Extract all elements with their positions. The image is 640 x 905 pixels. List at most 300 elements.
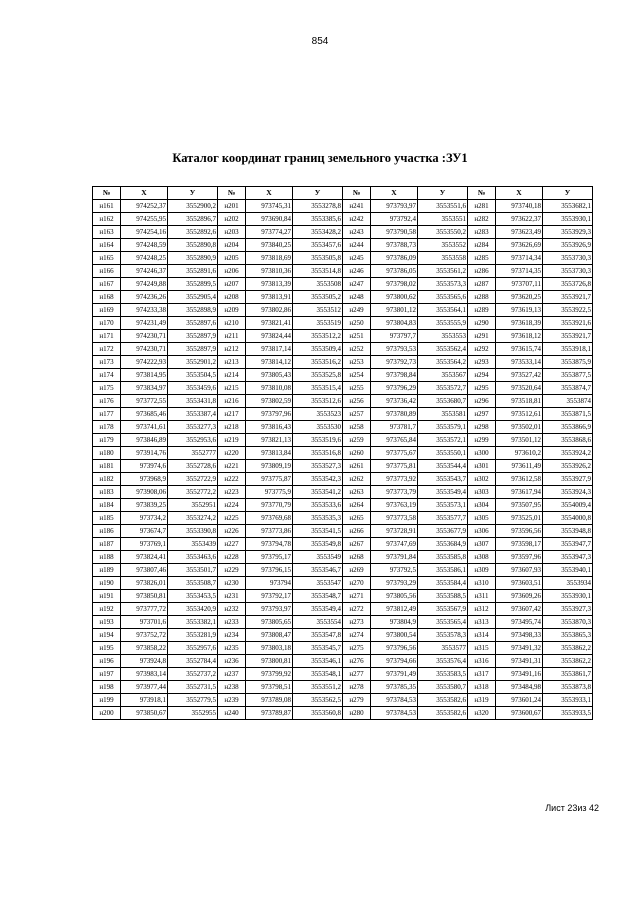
point-number-cell: н302 — [468, 473, 496, 486]
point-number-cell: н227 — [218, 538, 246, 551]
point-number-cell: н179 — [93, 434, 121, 447]
y-coordinate-cell: 3553463,6 — [168, 551, 218, 564]
y-coordinate-cell: 3553551 — [418, 213, 468, 226]
point-number-cell: н225 — [218, 512, 246, 525]
table-row — [93, 642, 593, 655]
x-coordinate-cell: 973795,17 — [246, 551, 293, 564]
point-number-cell: н229 — [218, 564, 246, 577]
y-coordinate-cell: 3553525,8 — [293, 369, 343, 382]
point-number-cell: н235 — [218, 642, 246, 655]
x-coordinate-cell: 973674,7 — [121, 525, 168, 538]
x-coordinate-cell: 973775,9 — [246, 486, 293, 499]
point-number-cell: н279 — [343, 694, 371, 707]
y-coordinate-cell: 3553868,6 — [543, 434, 593, 447]
y-coordinate-cell: 3553504,5 — [168, 369, 218, 382]
point-number-cell: н168 — [93, 291, 121, 304]
y-coordinate-cell: 3553586,1 — [418, 564, 468, 577]
x-coordinate-cell: 973507,95 — [496, 499, 543, 512]
y-coordinate-cell: 3552900,2 — [168, 200, 218, 213]
point-number-cell: н283 — [468, 226, 496, 239]
y-coordinate-cell: 3553547 — [293, 577, 343, 590]
y-coordinate-cell: 3553567,9 — [418, 603, 468, 616]
point-number-cell: н293 — [468, 356, 496, 369]
x-coordinate-cell: 973491,31 — [496, 655, 543, 668]
y-coordinate-cell: 3552728,6 — [168, 460, 218, 473]
point-number-cell: н269 — [343, 564, 371, 577]
y-coordinate-cell: 3553580,7 — [418, 681, 468, 694]
column-header: № — [218, 187, 246, 200]
table-row — [93, 213, 593, 226]
x-coordinate-cell: 973821,13 — [246, 434, 293, 447]
y-coordinate-cell: 3553562,4 — [418, 343, 468, 356]
x-coordinate-cell: 973840,25 — [246, 239, 293, 252]
y-coordinate-cell: 3553387,4 — [168, 408, 218, 421]
point-number-cell: н312 — [468, 603, 496, 616]
y-coordinate-cell: 3553533,6 — [293, 499, 343, 512]
table-row — [93, 317, 593, 330]
y-coordinate-cell: 3553459,6 — [168, 382, 218, 395]
y-coordinate-cell: 3552890,8 — [168, 239, 218, 252]
point-number-cell: н192 — [93, 603, 121, 616]
point-number-cell: н206 — [218, 265, 246, 278]
y-coordinate-cell: 3553274,2 — [168, 512, 218, 525]
x-coordinate-cell: 973781,7 — [371, 421, 418, 434]
point-number-cell: н259 — [343, 434, 371, 447]
x-coordinate-cell: 973814,12 — [246, 356, 293, 369]
point-number-cell: н233 — [218, 616, 246, 629]
x-coordinate-cell: 973801,12 — [371, 304, 418, 317]
x-coordinate-cell: 973728,91 — [371, 525, 418, 538]
point-number-cell: н174 — [93, 369, 121, 382]
column-header: У — [168, 187, 218, 200]
y-coordinate-cell: 3553866,9 — [543, 421, 593, 434]
point-number-cell: н251 — [343, 330, 371, 343]
x-coordinate-cell: 973839,25 — [121, 499, 168, 512]
point-number-cell: н223 — [218, 486, 246, 499]
x-coordinate-cell: 973798,84 — [371, 369, 418, 382]
point-number-cell: н221 — [218, 460, 246, 473]
y-coordinate-cell: 3553874 — [543, 395, 593, 408]
table-header-row — [93, 187, 593, 200]
y-coordinate-cell: 3553871,5 — [543, 408, 593, 421]
y-coordinate-cell: 3553428,2 — [293, 226, 343, 239]
point-number-cell: н284 — [468, 239, 496, 252]
coordinates-table — [92, 186, 593, 720]
x-coordinate-cell: 974252,37 — [121, 200, 168, 213]
x-coordinate-cell: 973774,27 — [246, 226, 293, 239]
point-number-cell: н288 — [468, 291, 496, 304]
x-coordinate-cell: 973816,43 — [246, 421, 293, 434]
point-number-cell: н194 — [93, 629, 121, 642]
point-number-cell: н212 — [218, 343, 246, 356]
x-coordinate-cell: 973802,86 — [246, 304, 293, 317]
x-coordinate-cell: 973796,56 — [371, 642, 418, 655]
y-coordinate-cell: 3553948,8 — [543, 525, 593, 538]
x-coordinate-cell: 973826,01 — [121, 577, 168, 590]
x-coordinate-cell: 973813,91 — [246, 291, 293, 304]
x-coordinate-cell: 973792,17 — [246, 590, 293, 603]
y-coordinate-cell: 3553550,1 — [418, 447, 468, 460]
point-number-cell: н320 — [468, 707, 496, 720]
x-coordinate-cell: 973805,56 — [371, 590, 418, 603]
x-coordinate-cell: 974230,71 — [121, 330, 168, 343]
point-number-cell: н187 — [93, 538, 121, 551]
y-coordinate-cell: 3552897,9 — [168, 330, 218, 343]
document-title: Каталог координат границ земельного участка :ЗУ1 — [172, 151, 468, 165]
x-coordinate-cell: 974249,88 — [121, 278, 168, 291]
x-coordinate-cell: 973734,2 — [121, 512, 168, 525]
x-coordinate-cell: 973502,01 — [496, 421, 543, 434]
x-coordinate-cell: 973824,41 — [121, 551, 168, 564]
y-coordinate-cell: 3553933,1 — [543, 694, 593, 707]
x-coordinate-cell: 973740,18 — [496, 200, 543, 213]
x-coordinate-cell: 973619,13 — [496, 304, 543, 317]
point-number-cell: н193 — [93, 616, 121, 629]
point-number-cell: н295 — [468, 382, 496, 395]
x-coordinate-cell: 973850,81 — [121, 590, 168, 603]
point-number-cell: н189 — [93, 564, 121, 577]
point-number-cell: н209 — [218, 304, 246, 317]
x-coordinate-cell: 973622,37 — [496, 213, 543, 226]
table-row — [93, 525, 593, 538]
y-coordinate-cell: 3553382,1 — [168, 616, 218, 629]
x-coordinate-cell: 973615,74 — [496, 343, 543, 356]
y-coordinate-cell: 3553562,5 — [293, 694, 343, 707]
x-coordinate-cell: 973763,19 — [371, 499, 418, 512]
y-coordinate-cell: 3553420,9 — [168, 603, 218, 616]
column-header: X — [496, 187, 543, 200]
y-coordinate-cell: 3553577 — [418, 642, 468, 655]
y-coordinate-cell: 3553584,4 — [418, 577, 468, 590]
point-number-cell: н239 — [218, 694, 246, 707]
y-coordinate-cell: 3553549,4 — [293, 603, 343, 616]
y-coordinate-cell: 3553677,9 — [418, 525, 468, 538]
x-coordinate-cell: 973803,18 — [246, 642, 293, 655]
y-coordinate-cell: 3553567 — [418, 369, 468, 382]
point-number-cell: н258 — [343, 421, 371, 434]
y-coordinate-cell: 3552957,6 — [168, 642, 218, 655]
x-coordinate-cell: 973525,01 — [496, 512, 543, 525]
y-coordinate-cell: 3553934 — [543, 577, 593, 590]
y-coordinate-cell: 3553930,1 — [543, 213, 593, 226]
y-coordinate-cell: 3553680,7 — [418, 395, 468, 408]
point-number-cell: н207 — [218, 278, 246, 291]
x-coordinate-cell: 973809,19 — [246, 460, 293, 473]
page-number: 854 — [311, 36, 329, 47]
point-number-cell: н186 — [93, 525, 121, 538]
x-coordinate-cell: 973707,11 — [496, 278, 543, 291]
x-coordinate-cell: 973690,84 — [246, 213, 293, 226]
point-number-cell: н241 — [343, 200, 371, 213]
point-number-cell: н292 — [468, 343, 496, 356]
y-coordinate-cell: 3553572,7 — [418, 382, 468, 395]
y-coordinate-cell: 3552891,6 — [168, 265, 218, 278]
y-coordinate-cell: 3553549,8 — [293, 538, 343, 551]
point-number-cell: н205 — [218, 252, 246, 265]
x-coordinate-cell: 973814,95 — [121, 369, 168, 382]
point-number-cell: н180 — [93, 447, 121, 460]
point-number-cell: н226 — [218, 525, 246, 538]
y-coordinate-cell: 3553544,4 — [418, 460, 468, 473]
x-coordinate-cell: 973620,25 — [496, 291, 543, 304]
x-coordinate-cell: 973512,61 — [496, 408, 543, 421]
point-number-cell: н316 — [468, 655, 496, 668]
point-number-cell: н237 — [218, 668, 246, 681]
point-number-cell: н198 — [93, 681, 121, 694]
column-header: У — [543, 187, 593, 200]
x-coordinate-cell: 973596,56 — [496, 525, 543, 538]
table-row — [93, 252, 593, 265]
table-row — [93, 486, 593, 499]
x-coordinate-cell: 973495,74 — [496, 616, 543, 629]
x-coordinate-cell: 973775,67 — [371, 447, 418, 460]
x-coordinate-cell: 973793,97 — [371, 200, 418, 213]
y-coordinate-cell: 3553924,3 — [543, 486, 593, 499]
x-coordinate-cell: 973518,81 — [496, 395, 543, 408]
x-coordinate-cell: 973752,72 — [121, 629, 168, 642]
table-row — [93, 668, 593, 681]
y-coordinate-cell: 3552896,7 — [168, 213, 218, 226]
y-coordinate-cell: 3553555,9 — [418, 317, 468, 330]
x-coordinate-cell: 973747,69 — [371, 538, 418, 551]
point-number-cell: н304 — [468, 499, 496, 512]
point-number-cell: н190 — [93, 577, 121, 590]
table-row — [93, 382, 593, 395]
point-number-cell: н176 — [93, 395, 121, 408]
point-number-cell: н161 — [93, 200, 121, 213]
x-coordinate-cell: 974254,16 — [121, 226, 168, 239]
point-number-cell: н231 — [218, 590, 246, 603]
point-number-cell: н287 — [468, 278, 496, 291]
x-coordinate-cell: 973807,46 — [121, 564, 168, 577]
x-coordinate-cell: 973775,87 — [246, 473, 293, 486]
point-number-cell: н313 — [468, 616, 496, 629]
point-number-cell: н275 — [343, 642, 371, 655]
point-number-cell: н286 — [468, 265, 496, 278]
x-coordinate-cell: 973968,9 — [121, 473, 168, 486]
x-coordinate-cell: 973769,68 — [246, 512, 293, 525]
point-number-cell: н265 — [343, 512, 371, 525]
x-coordinate-cell: 973813,84 — [246, 447, 293, 460]
point-number-cell: н307 — [468, 538, 496, 551]
table-body — [93, 200, 593, 720]
point-number-cell: н166 — [93, 265, 121, 278]
point-number-cell: н236 — [218, 655, 246, 668]
x-coordinate-cell: 973812,49 — [371, 603, 418, 616]
x-coordinate-cell: 973789,87 — [246, 707, 293, 720]
point-number-cell: н289 — [468, 304, 496, 317]
y-coordinate-cell: 3553862,2 — [543, 642, 593, 655]
y-coordinate-cell: 3553565,6 — [418, 291, 468, 304]
y-coordinate-cell: 3553516,2 — [293, 356, 343, 369]
point-number-cell: н245 — [343, 252, 371, 265]
column-header: X — [371, 187, 418, 200]
x-coordinate-cell: 973618,12 — [496, 330, 543, 343]
y-coordinate-cell: 3553924,2 — [543, 447, 593, 460]
x-coordinate-cell: 973736,42 — [371, 395, 418, 408]
table-row — [93, 538, 593, 551]
y-coordinate-cell: 3553875,9 — [543, 356, 593, 369]
x-coordinate-cell: 973765,84 — [371, 434, 418, 447]
x-coordinate-cell: 974222,93 — [121, 356, 168, 369]
y-coordinate-cell: 3553551,6 — [418, 200, 468, 213]
point-number-cell: н185 — [93, 512, 121, 525]
point-number-cell: н301 — [468, 460, 496, 473]
point-number-cell: н314 — [468, 629, 496, 642]
y-coordinate-cell: 3553551,2 — [293, 681, 343, 694]
point-number-cell: н240 — [218, 707, 246, 720]
y-coordinate-cell: 3553385,6 — [293, 213, 343, 226]
x-coordinate-cell: 973817,14 — [246, 343, 293, 356]
point-number-cell: н260 — [343, 447, 371, 460]
x-coordinate-cell: 973612,58 — [496, 473, 543, 486]
table-row — [93, 447, 593, 460]
y-coordinate-cell: 3553873,8 — [543, 681, 593, 694]
y-coordinate-cell: 3552890,9 — [168, 252, 218, 265]
y-coordinate-cell: 3553501,7 — [168, 564, 218, 577]
point-number-cell: н294 — [468, 369, 496, 382]
x-coordinate-cell: 973794,66 — [371, 655, 418, 668]
x-coordinate-cell: 973501,12 — [496, 434, 543, 447]
x-coordinate-cell: 973983,14 — [121, 668, 168, 681]
point-number-cell: н267 — [343, 538, 371, 551]
y-coordinate-cell: 3552722,9 — [168, 473, 218, 486]
x-coordinate-cell: 973834,97 — [121, 382, 168, 395]
point-number-cell: н169 — [93, 304, 121, 317]
x-coordinate-cell: 973800,81 — [246, 655, 293, 668]
point-number-cell: н290 — [468, 317, 496, 330]
x-coordinate-cell: 973607,93 — [496, 564, 543, 577]
point-number-cell: н255 — [343, 382, 371, 395]
x-coordinate-cell: 973769,1 — [121, 538, 168, 551]
point-number-cell: н268 — [343, 551, 371, 564]
x-coordinate-cell: 973790,58 — [371, 226, 418, 239]
x-coordinate-cell: 974231,49 — [121, 317, 168, 330]
x-coordinate-cell: 973800,62 — [371, 291, 418, 304]
x-coordinate-cell: 973810,08 — [246, 382, 293, 395]
column-header: № — [343, 187, 371, 200]
x-coordinate-cell: 973858,22 — [121, 642, 168, 655]
y-coordinate-cell: 3553684,9 — [418, 538, 468, 551]
y-coordinate-cell: 3553512 — [293, 304, 343, 317]
y-coordinate-cell: 3553730,3 — [543, 252, 593, 265]
y-coordinate-cell: 3553552 — [418, 239, 468, 252]
x-coordinate-cell: 974230,71 — [121, 343, 168, 356]
y-coordinate-cell: 3554000,8 — [543, 512, 593, 525]
y-coordinate-cell: 3553576,4 — [418, 655, 468, 668]
table-row — [93, 278, 593, 291]
x-coordinate-cell: 973796,29 — [371, 382, 418, 395]
x-coordinate-cell: 973789,08 — [246, 694, 293, 707]
y-coordinate-cell: 3553548,1 — [293, 668, 343, 681]
point-number-cell: н203 — [218, 226, 246, 239]
point-number-cell: н317 — [468, 668, 496, 681]
y-coordinate-cell: 3553512,6 — [293, 395, 343, 408]
y-coordinate-cell: 3553547,8 — [293, 629, 343, 642]
point-number-cell: н167 — [93, 278, 121, 291]
y-coordinate-cell: 3553281,9 — [168, 629, 218, 642]
point-number-cell: н183 — [93, 486, 121, 499]
point-number-cell: н297 — [468, 408, 496, 421]
x-coordinate-cell: 973792,5 — [371, 564, 418, 577]
y-coordinate-cell: 3553542,3 — [293, 473, 343, 486]
point-number-cell: н274 — [343, 629, 371, 642]
table-row — [93, 304, 593, 317]
x-coordinate-cell: 973788,73 — [371, 239, 418, 252]
point-number-cell: н271 — [343, 590, 371, 603]
table-row — [93, 460, 593, 473]
x-coordinate-cell: 974248,59 — [121, 239, 168, 252]
point-number-cell: н263 — [343, 486, 371, 499]
x-coordinate-cell: 973773,92 — [371, 473, 418, 486]
table-row — [93, 343, 593, 356]
point-number-cell: н191 — [93, 590, 121, 603]
y-coordinate-cell: 3553565,4 — [418, 616, 468, 629]
x-coordinate-cell: 973498,33 — [496, 629, 543, 642]
table-row — [93, 473, 593, 486]
column-header: У — [418, 187, 468, 200]
table-row — [93, 590, 593, 603]
x-coordinate-cell: 973775,81 — [371, 460, 418, 473]
point-number-cell: н244 — [343, 239, 371, 252]
y-coordinate-cell: 3553457,6 — [293, 239, 343, 252]
x-coordinate-cell: 973810,36 — [246, 265, 293, 278]
point-number-cell: н210 — [218, 317, 246, 330]
y-coordinate-cell: 3553933,5 — [543, 707, 593, 720]
y-coordinate-cell: 3553561,2 — [418, 265, 468, 278]
column-header: У — [293, 187, 343, 200]
x-coordinate-cell: 973618,39 — [496, 317, 543, 330]
point-number-cell: н162 — [93, 213, 121, 226]
x-coordinate-cell: 973797,96 — [246, 408, 293, 421]
point-number-cell: н208 — [218, 291, 246, 304]
x-coordinate-cell: 973974,6 — [121, 460, 168, 473]
point-number-cell: н178 — [93, 421, 121, 434]
point-number-cell: н306 — [468, 525, 496, 538]
point-number-cell: н243 — [343, 226, 371, 239]
y-coordinate-cell: 3553558 — [418, 252, 468, 265]
y-coordinate-cell: 3553512,2 — [293, 330, 343, 343]
point-number-cell: н177 — [93, 408, 121, 421]
y-coordinate-cell: 3553730,3 — [543, 265, 593, 278]
x-coordinate-cell: 973793,29 — [371, 577, 418, 590]
y-coordinate-cell: 3553553 — [418, 330, 468, 343]
point-number-cell: н257 — [343, 408, 371, 421]
y-coordinate-cell: 3553927,3 — [543, 603, 593, 616]
point-number-cell: н188 — [93, 551, 121, 564]
point-number-cell: н211 — [218, 330, 246, 343]
point-number-cell: н308 — [468, 551, 496, 564]
x-coordinate-cell: 973714,35 — [496, 265, 543, 278]
point-number-cell: н184 — [93, 499, 121, 512]
point-number-cell: н319 — [468, 694, 496, 707]
point-number-cell: н305 — [468, 512, 496, 525]
y-coordinate-cell: 3553579,1 — [418, 421, 468, 434]
y-coordinate-cell: 3553453,5 — [168, 590, 218, 603]
x-coordinate-cell: 973600,67 — [496, 707, 543, 720]
y-coordinate-cell: 3554009,4 — [543, 499, 593, 512]
point-number-cell: н197 — [93, 668, 121, 681]
point-number-cell: н234 — [218, 629, 246, 642]
point-number-cell: н163 — [93, 226, 121, 239]
point-number-cell: н281 — [468, 200, 496, 213]
point-number-cell: н247 — [343, 278, 371, 291]
point-number-cell: н242 — [343, 213, 371, 226]
point-number-cell: н201 — [218, 200, 246, 213]
y-coordinate-cell: 3553874,7 — [543, 382, 593, 395]
y-coordinate-cell: 3553583,5 — [418, 668, 468, 681]
y-coordinate-cell: 3553577,7 — [418, 512, 468, 525]
